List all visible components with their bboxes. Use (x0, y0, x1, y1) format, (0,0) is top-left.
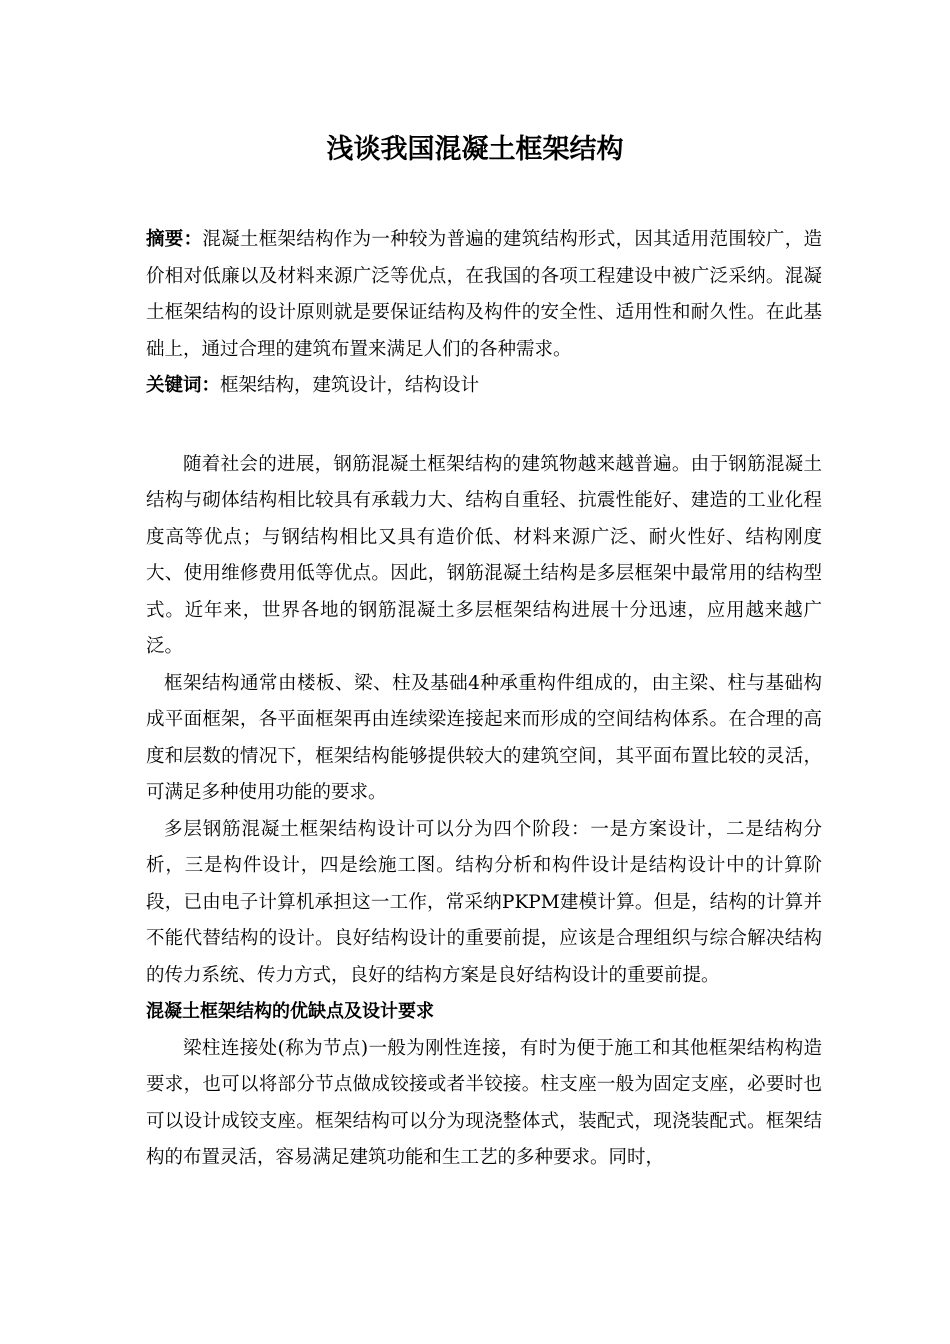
abstract-paragraph (146, 222, 822, 368)
body-paragraph-1: 随着社会的进展，钢筋混凝土框架结构的建筑物越来越普遍。由于钢筋混凝土结构与砌体结构相比较具有承载力大、结构自重轻、抗震性能好、建造的工业化程度高等优点；与钢结构相比又具有造价低、材料来源广泛、耐火性好、结构刚度大、使用维修费用低等优点。因此，钢筋混凝土结构是多层框架中最常用的结构型式。近年来，世界各地的钢筋混凝土多层框架结构进展十分迅速，应用越来越广泛。 (146, 453, 822, 657)
body-paragraph-3: 多层钢筋混凝土框架结构设计可以分为四个阶段：一是方案设计，二是结构分析，三是构件设计，四是绘施工图。结构分析和构件设计是结构设计中的计算阶段，已由电子计算机承担这一工作，常采纳PKPM建模计算。但是，结构的计算并不能代替结构的设计。良好结构设计的重要前提，应该是合理组织与综合解决结构的传力系统、传力方式，良好的结构方案是良好结构设计的重要前提。 (146, 818, 822, 986)
section-paragraph: 梁柱连接处(称为节点)一般为刚性连接，有时为便于施工和其他框架结构构造要求，也可以将部分节点做成铰接或者半铰接。柱支座一般为固定支座，必要时也可以设计成铰支座。框架结构可以分为现浇整体式，装配式，现浇装配式。框架结构的布置灵活，容易满足建筑功能和生工艺的多种要求。同时， (146, 1037, 822, 1168)
abstract-label: 摘要： (146, 229, 203, 250)
document-body (146, 222, 822, 1177)
section-heading: 混凝土框架结构的优缺点及设计要求 (146, 1001, 434, 1022)
document-title: 浅谈我国混凝土框架结构 (326, 134, 624, 165)
spacer (146, 405, 822, 447)
body-paragraph-2: 框架结构通常由楼板、梁、柱及基础4种承重构件组成的，由主梁、柱与基础构成平面框架，各平面框架再由连续梁连接起来而形成的空间结构体系。在合理的高度和层数的情况下，框架结构能够提供较大的建筑空间，其平面布置比较的灵活，可满足多种使用功能的要求。 (146, 672, 822, 803)
keywords-text: 框架结构，建筑设计，结构设计 (220, 375, 480, 396)
keywords-label: 关键词： (146, 375, 221, 396)
abstract-text: 混凝土框架结构作为一种较为普遍的建筑结构形式，因其适用范围较广，造价相对低廉以及材料来源广泛等优点，在我国的各项工程建设中被广泛采纳。混凝土框架结构的设计原则就是要保证结构及构件的安全性、适用性和耐久性。在此基础上，通过合理的建筑布置来满足人们的各种需求。 (146, 229, 822, 360)
keywords-paragraph (146, 368, 822, 405)
